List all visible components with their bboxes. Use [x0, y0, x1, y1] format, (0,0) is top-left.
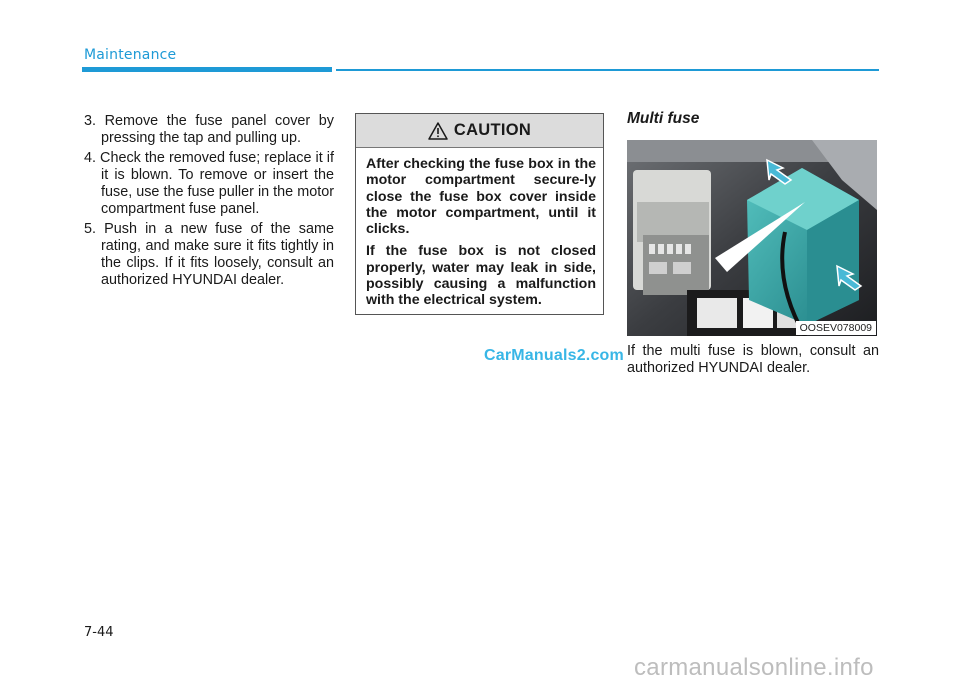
step-3: 3. Remove the fuse panel cover by pressing the tap and pulling up. — [84, 113, 334, 146]
page-number: 7-44 — [84, 625, 114, 640]
header-rule-thick — [82, 67, 332, 72]
caution-header — [356, 114, 603, 148]
section-title: Maintenance — [84, 47, 177, 63]
caution-paragraph-1: After checking the fuse box in the motor compartment secure-ly close the fuse box cover inside the motor compartment, until it clicks. — [366, 156, 596, 238]
warning-triangle-icon — [428, 122, 448, 140]
procedure-steps — [84, 113, 334, 292]
watermark-link-top[interactable]: CarManuals2.com — [484, 347, 624, 364]
step-5: 5. Push in a new fuse of the same rating, and make sure it fits tightly in the clips. If it fits loosely, consult an authorized HYUNDAI dealer. — [84, 221, 334, 288]
multi-fuse-heading: Multi fuse — [627, 110, 700, 127]
caution-box — [355, 113, 604, 315]
image-code: OOSEV078009 — [796, 321, 876, 335]
caution-paragraph-2: If the fuse box is not closed properly, water may leak in side, possibly causing a malfunction with the electrical system. — [366, 243, 596, 309]
watermark-link-bottom[interactable]: carmanualsonline.info — [634, 654, 874, 681]
caution-title: CAUTION — [453, 121, 532, 139]
multi-fuse-text: If the multi fuse is blown, consult an authorized HYUNDAI dealer. — [627, 343, 879, 376]
header-rule-thin — [336, 69, 879, 71]
engine-compartment-photo — [627, 140, 877, 336]
fuse-box-illustration — [627, 140, 877, 336]
caution-body — [356, 148, 603, 309]
step-4: 4. Check the removed fuse; replace it if it is blown. To remove or insert the fuse, use the fuse puller in the motor compartment fuse panel. — [84, 150, 334, 217]
